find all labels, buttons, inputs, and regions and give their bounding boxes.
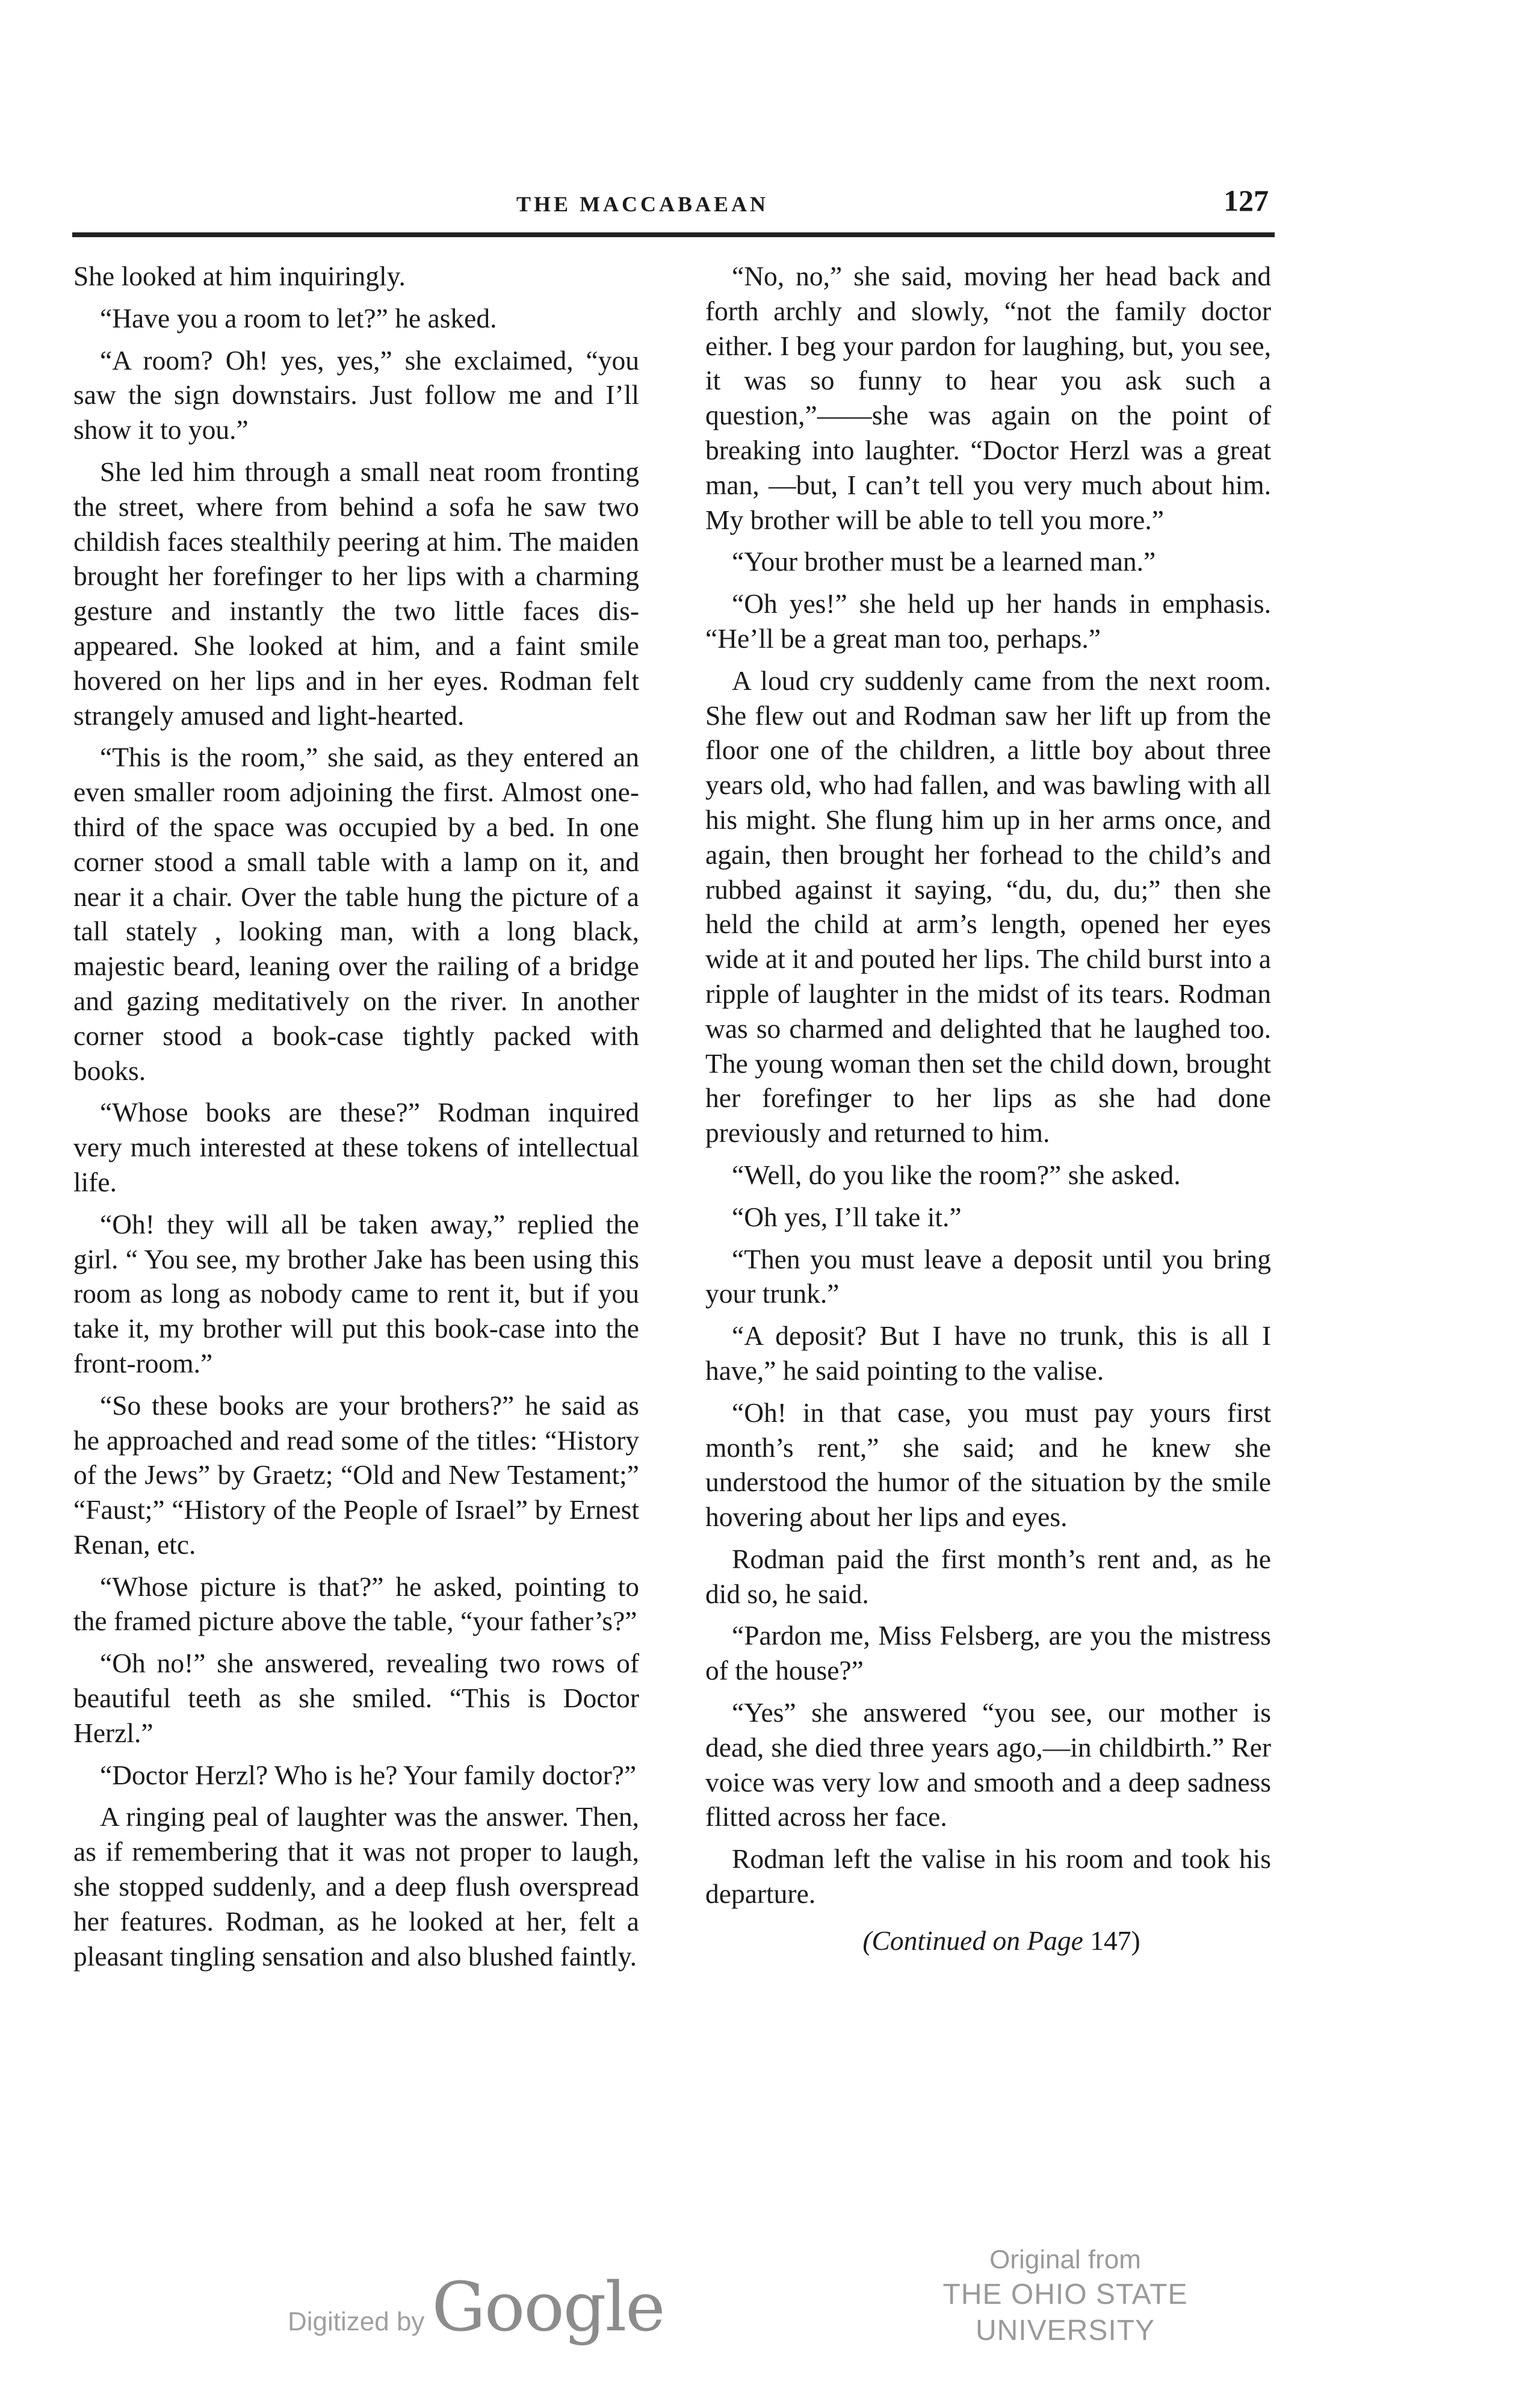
paragraph: A ringing peal of laughter was the answer. Then, as if remembering that it was not proper to laugh, she stopped suddenly, and a deep flush overspread her features. Rodman, as he looked at her, felt a pleasant tingling sensation and also blushed faintly.	[73, 1801, 639, 1972]
page-number: 127	[1224, 184, 1269, 217]
paragraph: “Whose picture is that?” he asked, pointing to the framed picture above the table, “your father’s?”	[73, 1571, 639, 1637]
continuation-note	[705, 1923, 1271, 1958]
paragraph: “Oh yes, I’ll take it.”	[732, 1201, 962, 1232]
continuation-text: (Continued on Page	[862, 1925, 1083, 1956]
paragraph: “Well, do you like the room?” she asked.	[732, 1159, 1181, 1190]
running-title: THE MACCABAEAN	[516, 192, 769, 216]
paragraph: Rodman paid the first month’s rent and, as he did so, he said.	[705, 1543, 1271, 1609]
left-column	[73, 259, 639, 1981]
paragraph: “Whose books are these?” Rodman inquired very much interested at these tokens of intellectual life.	[73, 1097, 639, 1197]
digitized-by-label: Digitized by	[288, 2307, 425, 2336]
paragraph: “No, no,” she said, moving her head back and forth archly and slowly, “not the family doctor either. I beg your pardon for laughing, but, you see, it was so funny to hear you ask such a question,”——she was again on the point of breaking into laughter. “Doctor Herzl was a great man, —but, I can’t tell you very much about him. My brother will be able to tell you more.”	[705, 261, 1271, 535]
paragraph: “Oh no!” she answered, revealing two rows of beautiful teeth as she smiled. “This is Doctor Herzl.”	[73, 1648, 639, 1748]
paragraph: A loud cry suddenly came from the next room. She flew out and Rodman saw her lift up from the floor one of the children, a little boy about three years old, who had fallen, and was bawling with all his might. She flung him up in her arms once, and again, then brought her forhead to the child’s and rubbed against it saying, “du, du, du;” then she held the child at arm’s length, opened her eyes wide at it and pouted her lips. The child burst into a ripple of laughter in the midst of its tears. Rodman was so charmed and delighted that he laughed too. The young woman then set the child down, brought her forefinger to her lips as she had done previously and returned to him.	[705, 665, 1271, 1149]
paragraph: “Oh yes!” she held up her hands in emphasis. “He’ll be a great man too, perhaps.”	[705, 588, 1271, 654]
paragraph: “Your brother must be a learned man.”	[732, 546, 1156, 577]
running-header	[72, 184, 1275, 237]
continuation-page: 147)	[1090, 1925, 1140, 1956]
source-credit	[855, 2243, 1276, 2349]
paragraph: Rodman left the valise in his room and took his departure.	[705, 1843, 1271, 1910]
google-logo: Google	[432, 2268, 664, 2347]
paragraph: “A deposit? But I have no trunk, this is all I have,” he said pointing to the valise.	[705, 1320, 1271, 1386]
paragraph: “So these books are your brothers?” he said as he approached and read some of the titles: “History of the Jews” by Graetz; “Old and New Testament;” “Faust;” “History of the People of Israel” by Ernest Renan, etc.	[73, 1389, 639, 1560]
paragraph: “Have you a room to let?” he asked.	[100, 302, 497, 334]
paragraph: “Pardon me, Miss Felsberg, are you the mistress of the house?”	[705, 1620, 1271, 1686]
paragraph: “Oh! in that case, you must pay yours first month’s rent,” she said; and he knew she understood the humor of the situation by the smile hovering about her lips and eyes.	[705, 1397, 1271, 1533]
paragraph: “Doctor Herzl? Who is he? Your family doctor?”	[100, 1759, 637, 1790]
paragraph: “A room? Oh! yes, yes,” she exclaimed, “you saw the sign downstairs. Just follow me and I’ll show it to you.”	[73, 344, 639, 445]
paragraph: She led him through a small neat room fronting the street, where from behind a sofa he saw two childish faces stealthily peering at him. The maiden brought her forefinger to her lips with a charming gesture and instantly the two little faces disappeared. She looked at him, and a faint smile hovered on her lips and in her eyes. Rodman felt strangely amused and light-hearted.	[73, 456, 639, 731]
original-from-label: Original from	[989, 2245, 1141, 2274]
paragraph: “This is the room,” she said, as they entered an even smaller room adjoining the first. Almost one-third of the space was occupied by a bed. In one corner stood a small table with a lamp on it, and near it a chair. Over the table hung the picture of a tall stately , looking man, with a long black, majestic beard, leaning over the railing of a bridge and gazing meditatively on the river. In another corner stood a book-case tightly packed with books.	[73, 742, 639, 1086]
right-column	[705, 259, 1271, 1966]
source-institution: THE OHIO STATE UNIVERSITY	[942, 2279, 1188, 2347]
paragraph: “Then you must leave a deposit until you bring your trunk.”	[705, 1243, 1271, 1309]
digitization-credit	[288, 2268, 664, 2347]
paragraph: She looked at him inquiringly.	[73, 261, 406, 291]
paragraph: “Yes” she answered “you see, our mother is dead, she died three years ago,—in childbirth.” Rer voice was very low and smooth and a deep sadness flitted across her face.	[705, 1697, 1271, 1832]
paragraph: “Oh! they will all be taken away,” replied the girl. “ You see, my brother Jake has been using this room as long as nobody came to rent it, but if you take it, my brother will put this book-case into the front-room.”	[73, 1208, 639, 1379]
